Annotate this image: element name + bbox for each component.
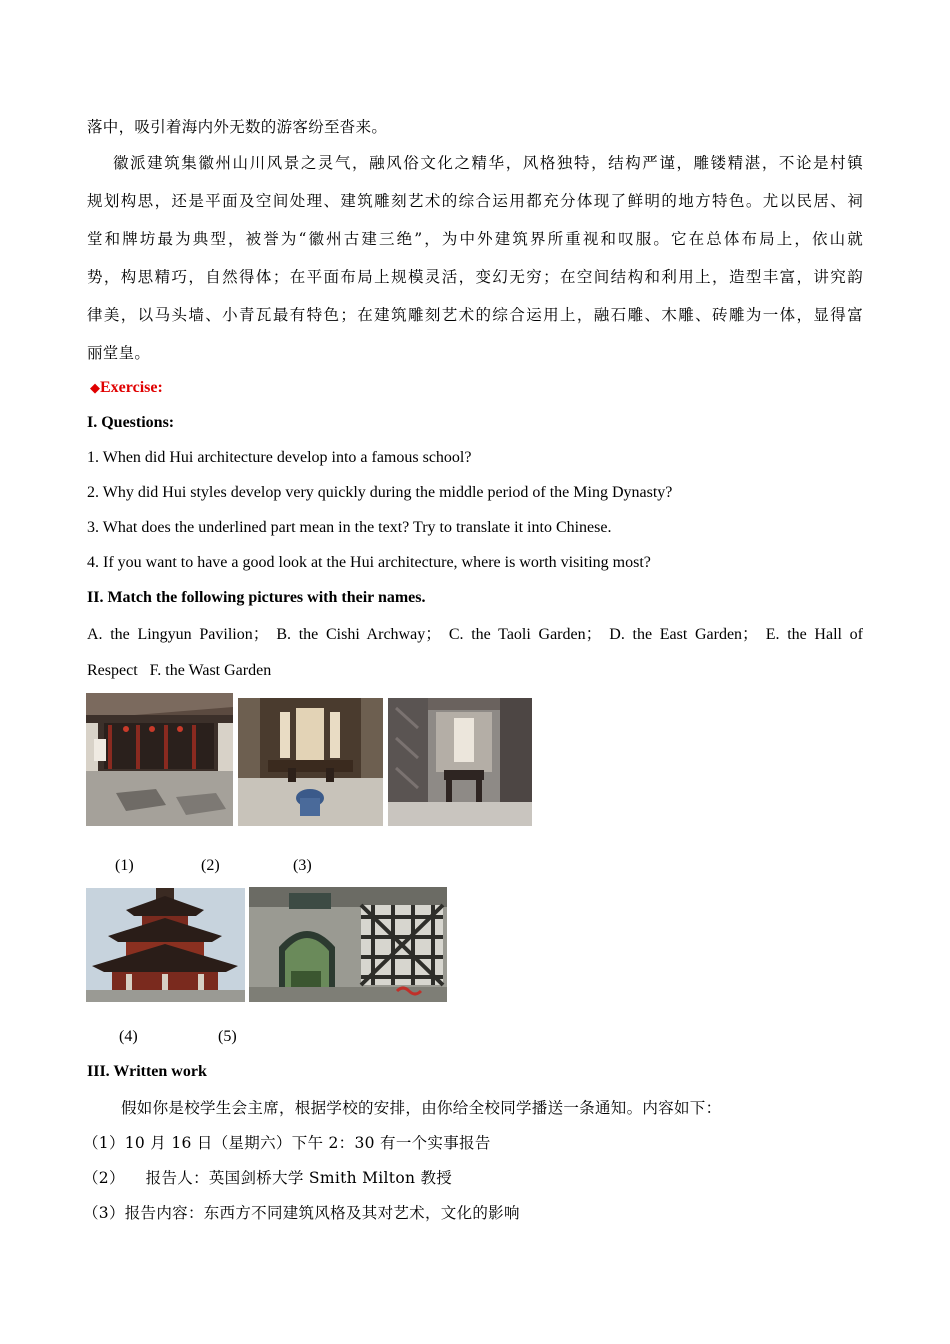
notice-item: （3）报告内容：东西方不同建筑风格及其对艺术，文化的影响	[83, 1204, 520, 1222]
paragraph-line: 堂和牌坊最为典型，被誉为“徽州古建三绝”，为中外建筑界所重视和叹服。它在总体布局上，依山就	[87, 230, 863, 248]
picture-caption: (4)	[119, 1028, 138, 1045]
match-options-line: Respect F. the Wast Garden	[87, 662, 272, 679]
question-item: 2. Why did Hui styles develop very quickly during the middle period of the Ming Dynasty?	[87, 484, 673, 501]
diamond-bullet-icon: ◆	[90, 381, 100, 396]
picture-caption: (3)	[293, 857, 312, 874]
paragraph-line: 律美，以马头墙、小青瓦最有特色；在建筑雕刻艺术的综合运用上，融石雕、木雕、砖雕为一体，显得富	[87, 306, 863, 324]
photo-carved-interior	[388, 698, 532, 826]
picture-caption: (5)	[218, 1028, 237, 1045]
match-options-line: A. the Lingyun Pavilion； B. the Cishi Archway； C. the Taoli Garden； D. the East Garden； E. the Hall of	[87, 626, 863, 643]
section-title-written-work: III. Written work	[87, 1063, 207, 1080]
question-item: 1. When did Hui architecture develop into a famous school?	[87, 449, 472, 466]
question-item: 3. What does the underlined part mean in the text? Try to translate it into Chinese.	[87, 519, 612, 536]
question-item: 4. If you want to have a good look at the Hui architecture, where is worth visiting most?	[87, 554, 651, 571]
paragraph-line: 丽堂皇。	[87, 344, 151, 362]
written-work-intro: 假如你是校学生会主席，根据学校的安排，由你给全校同学播送一条通知。内容如下：	[121, 1099, 722, 1117]
photo-interior-scroll-hall	[238, 698, 383, 826]
notice-item: （2） 报告人：英国剑桥大学 Smith Milton 教授	[83, 1169, 453, 1187]
exercise-heading	[90, 377, 866, 400]
section-title-match: II. Match the following pictures with their names.	[87, 589, 426, 606]
paragraph-line: 势，构思精巧，自然得体；在平面布局上规模灵活，变幻无穷；在空间结构和利用上，造型丰富，讲究韵	[87, 268, 863, 286]
exercise-title: Exercise:	[100, 379, 163, 396]
picture-caption: (1)	[115, 857, 134, 874]
photo-courtyard-hall	[86, 693, 233, 826]
paragraph-line: 规划构思，还是平面及空间处理、建筑雕刻艺术的综合运用都充分体现了鲜明的地方特色。尤以民居、祠	[87, 192, 863, 210]
photo-pagoda-pavilion	[86, 888, 245, 1002]
paragraph-ending: 落中，吸引着海内外无数的游客纷至沓来。	[87, 118, 388, 136]
section-title-questions: I. Questions:	[87, 414, 175, 431]
notice-item: （1）10 月 16 日（星期六）下午 2：30 有一个实事报告	[83, 1134, 491, 1152]
paragraph-line: 徽派建筑集徽州山川风景之灵气，融风俗文化之精华，风格独特，结构严谨，雕镂精湛，不论是村镇	[113, 154, 863, 172]
photo-garden-gate	[249, 887, 447, 1002]
picture-caption: (2)	[201, 857, 220, 874]
